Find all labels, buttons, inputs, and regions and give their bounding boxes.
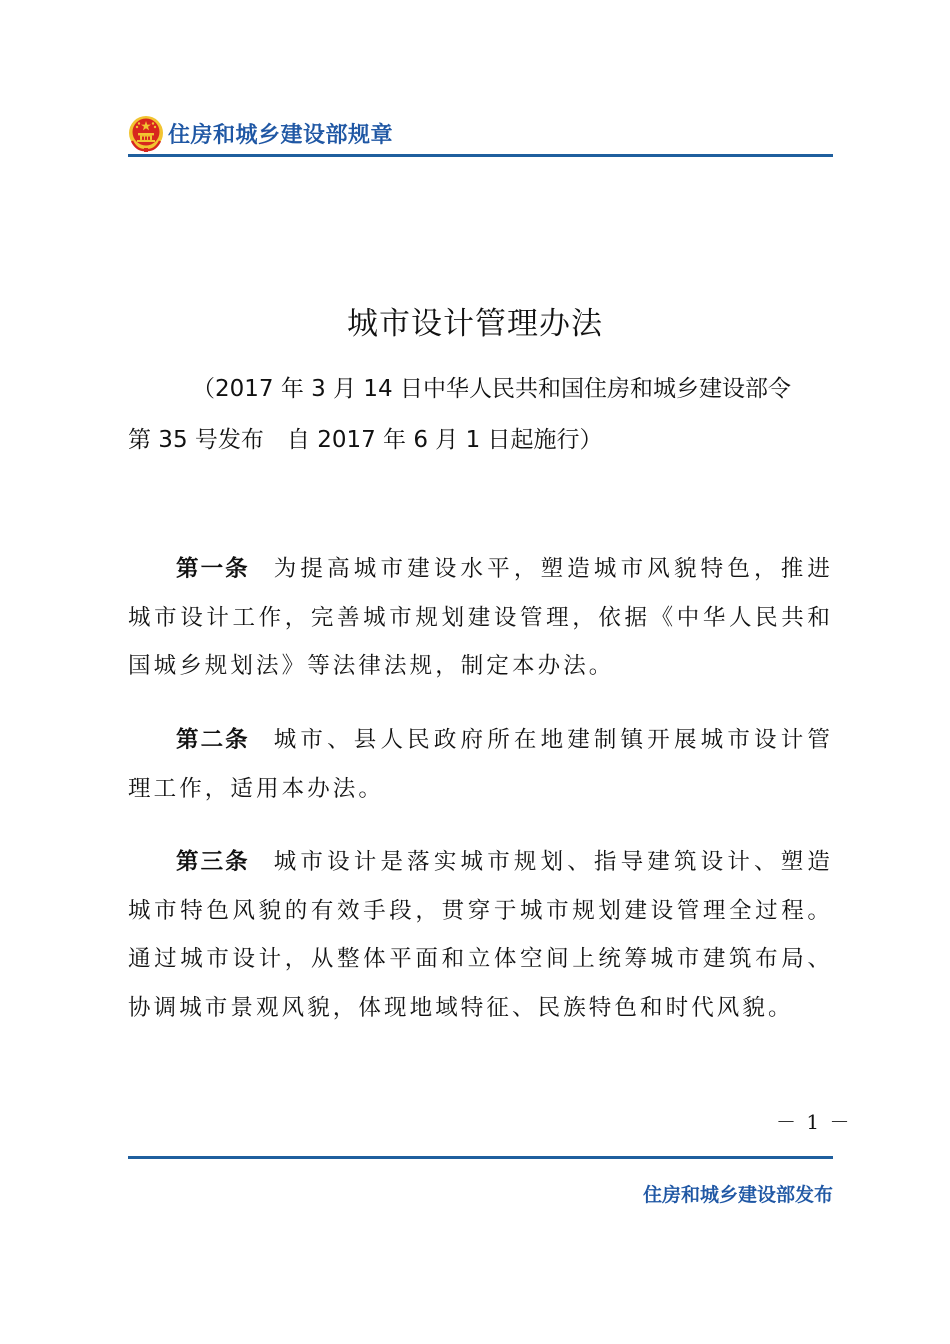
subtitle-line-2: 第 35 号发布 自 2017 年 6 月 1 日起施行）	[128, 427, 603, 453]
article-3-text: 城市设计是落实城市规划、指导建筑设计、塑造城市特色风貌的有效手段，贯穿于城市规划建设管理全过程。通过城市设计，从整体平面和立体空间上统筹城市建筑布局、协调城市景观风貌，体现地域特征、民族特色和时代风貌。	[128, 849, 833, 1021]
subtitle-line-1: （2017 年 3 月 14 日中华人民共和国住房和城乡建设部令	[192, 376, 791, 402]
document-subtitle	[128, 364, 833, 466]
document-title: 城市设计管理办法	[347, 306, 603, 342]
article-3-label: 第三条	[176, 849, 250, 875]
header-title: 住房和城乡建设部规章	[168, 123, 394, 148]
page-number: － 1 －	[776, 1110, 852, 1134]
article-1-label: 第一条	[176, 556, 250, 582]
article-1	[128, 545, 833, 691]
article-2-text: 城市、县人民政府所在地建制镇开展城市设计管理工作，适用本办法。	[128, 727, 833, 802]
header-divider	[128, 154, 833, 157]
article-1-text: 为提高城市建设水平，塑造城市风貌特色，推进城市设计工作，完善城市规划建设管理，依据《中华人民共和国城乡规划法》等法律法规，制定本办法。	[128, 556, 833, 679]
article-2	[128, 716, 833, 813]
page-header	[128, 112, 833, 156]
article-2-label: 第二条	[176, 727, 250, 753]
footer-divider	[128, 1156, 833, 1159]
article-3	[128, 838, 833, 1032]
footer-publisher: 住房和城乡建设部发布	[642, 1184, 833, 1206]
national-emblem-icon	[128, 115, 164, 153]
